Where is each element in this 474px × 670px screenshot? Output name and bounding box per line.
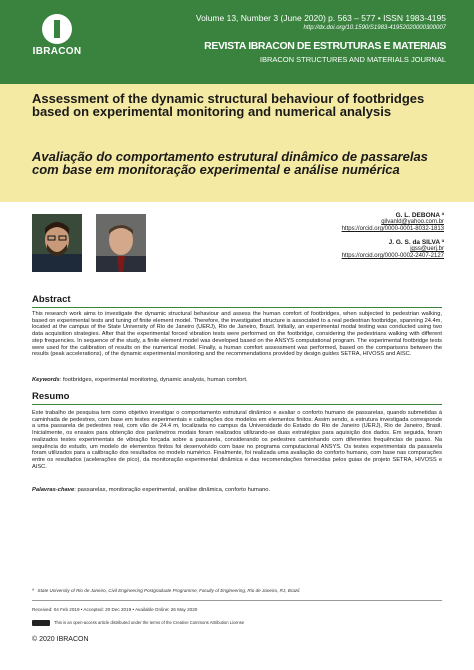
resumo-rule [32,404,442,405]
keywords-label: Keywords [32,377,60,383]
cc-by-icon [32,620,50,626]
title-english: Assessment of the dynamic structural behaviour of footbridges based on experimental monitoring and numerical analysis [32,91,425,119]
footnote-rule [32,600,442,601]
abstract-heading: Abstract [32,294,71,305]
author-photo-2 [96,214,146,272]
ibracon-logo-icon [42,14,72,44]
journal-subtitle: IBRACON STRUCTURES AND MATERIALS JOURNAL [259,55,446,64]
keywords-list: : passarelas, monitoração experimental, análise dinâmica, conforto humano. [74,487,271,493]
abstract-text: This research work aims to investigate the dynamic structural behaviour and assess the human comfort of footbridges, when subjected to pedestrian walking, based on experimental tests and tuning of finite element model. Therefore, the investigated structure is associated to a real pedestrian footbridge, spanning 24.4m, located at the campus of the State University of Rio de Janeiro (UERJ), Rio de Janeiro, Brazil. Initially, an experimental modal testing was conducted using two data acquisition strategies. After that the experimental forced vibration tests were performed on the footbridge, considering the pedestrians walking with different step frequencies. In sequence of the study, a finite element model was developed based on the ANSYS computational program. The experimental footbridge tests were used for the calibration of results on the numerical model. Finally, a human comfort assessment was performed, based on the comparisons between the results (peak accelerations), of the dynamic experimental monitoring and the recommendations provided by design guides SETRA, HIVOSS and AISC. [32,311,442,358]
doi-link[interactable]: http://dx.doi.org/10.1590/S1983-41952020000300007 [303,25,446,31]
received-dates: Received: 04 Feb 2019 • Accepted: 20 Dec 2019 • Available Online: 26 May 2020 [32,607,198,612]
copyright: © 2020 IBRACON [32,636,89,643]
affiliation-footnote [32,588,301,593]
author-photo-1 [32,214,82,272]
abstract-rule [32,307,442,308]
keywords-list: : footbridges, experimental monitoring, dynamic analysis, human comfort. [59,377,248,383]
author-name: G. L. DEBONA ª [395,212,444,219]
resumo-text: Este trabalho de pesquisa tem como objetivo investigar o comportamento estrutural dinâmico e avaliar o conforto humano de passarelas, quando submetidas à caminhada de pedestres, com base em testes experimentais e calibrações dos modelos em elementos finitos. Assim sendo, a estrutura investigada corresponde a uma passarela de pedestres real, com vão de 24.4 m, localizada no campus da Universidade do Estado do Rio de Janeiro (UERJ), Rio de Janeiro, Brasil. Inicialmente, os ensaios para obtenção dos parâmetros modais foram realizados utilizando-se duas estratégias para aquisição dos dados. Em seguida, foram realizados testes experimentais de vibração forçada sobre a passarela, considerando os pedestres caminhando com diferentes frequências de passo. Na sequência do estudo, um modelo de elementos finitos foi desenvolvido com base no programa computacional ANSYS. Os testes experimentais da passarela foram utilizados para a calibração dos resultados no modelo numérico. Finalmente, foi realizada uma avaliação do conforto humano, com base nas comparações entre os resultados (acelerações de pico), da monitoração experimental dinâmica e das recomendações fornecidas pelos guias de projeto SETRA, HIVOSS e AISC. [32,410,442,470]
ibracon-logo [30,14,84,57]
author-orcid[interactable]: https://orcid.org/0000-0001-8032-1813 [341,226,444,233]
title-portuguese: Avaliação do comportamento estrutural dinâmico de passarelas com base em monitoração experimental e análise numérica [32,149,428,177]
logo-text: IBRACON [32,46,82,57]
author-email[interactable]: jgss@uerj.br [410,245,444,252]
abstract-keywords [32,377,442,383]
volume-line: Volume 13, Number 3 (June 2020) p. 563 – 577 • ISSN 1983-4195 [195,13,446,23]
license-text: This is an open-access article distributed under the terms of the Creative Commons Attribution License [54,620,245,626]
author-block [342,212,444,260]
footnote-text: State University of Rio de Janeiro, Civil Engineering Postgraduate Programme, Faculty of Engineering, Rio de Janeiro, RJ, Brazil. [37,588,301,593]
resumo-heading: Resumo [32,391,70,402]
journal-title: REVISTA IBRACON DE ESTRUTURAS E MATERIAIS [204,40,446,52]
author-orcid[interactable]: https://orcid.org/0000-0002-2407-2127 [341,253,444,260]
resumo-keywords [32,487,442,493]
author-email[interactable]: gilvanld@yahoo.com.br [381,219,444,226]
footnote-mark: ª [32,588,34,593]
author-name: J. G. S. da SILVA ª [388,238,444,246]
keywords-label: Palavras-chave [32,487,75,493]
journal-header [0,0,474,84]
license-line [32,620,244,626]
